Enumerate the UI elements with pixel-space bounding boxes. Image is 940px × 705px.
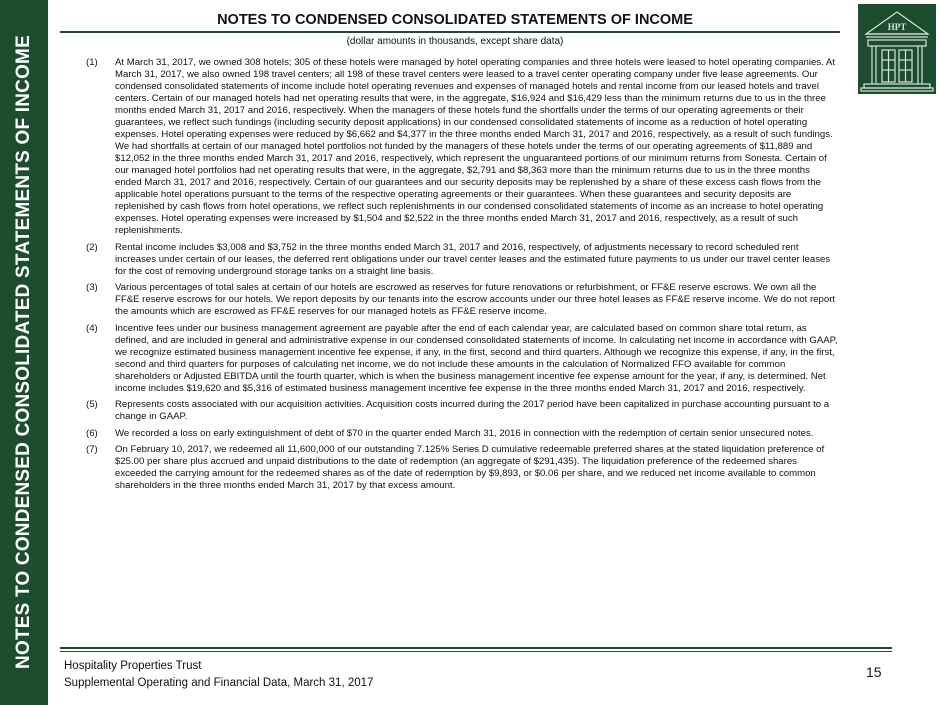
note-text: Rental income includes $3,008 and $3,752 in the three months ended March 31, 2017 and 2016, respectively, of adjustments necessary to record scheduled rent increases under certain of our leases, the deferred rent obligations under our travel center leases and the estimated future payments to us under our travel center leases for the cost of removing underground storage tanks on a straight line basis. [115,241,831,277]
footer-divider-thin [60,651,892,652]
side-banner [0,0,48,705]
note-number: (6) [86,427,98,439]
page-title: NOTES TO CONDENSED CONSOLIDATED STATEMENTS OF INCOME [217,12,693,28]
note-text: Various percentages of total sales at certain of our hotels are escrowed as reserves for future renovations or refurbishment, or FF&E reserve escrows. We own all the FF&E reserve escrows for our hotels. We report deposits by our tenants into the escrow accounts under our three hotel leases as FF&E reserve income. We do not report the amounts which are escrowed as FF&E reserves for our managed hotels as FF&E reserve income. [115,282,836,317]
title-divider [60,31,840,33]
note-text: We recorded a loss on early extinguishment of debt of $70 in the quarter ended March 31, 2016 in connection with the redemption of certain senior unsecured notes. [115,427,814,439]
note-number: (3) [86,282,98,293]
page-subtitle: (dollar amounts in thousands, except share data) [346,36,564,47]
note-text: On February 10, 2017, we redeemed all 11,600,000 of our outstanding 7.125% Series D cumulative redeemable preferred shares at the stated liquidation preference of $25.00 per share plus accrued and unpaid distributions to the date of redemption (an aggregate of $291,435). The liquidation preference of the redeemed shares exceeded the carrying amount for the redeemed shares as of the date of redemption by $9,893, or $0.06 per share, and we reduced net income available to common shareholders in the three months ended March 31, 2017 by that excess amount. [115,444,825,491]
note-text: Incentive fees under our business management agreement are payable after the end of each calendar year, are calculated based on common share total return, as defined, and are included in general and administrative expense in our condensed consolidated statements of income. In calculating net income in accordance with GAAP, we recognize estimated business management incentive fee expense, if any, in the first, second and third quarters. Although we recognize this expense, if any, in the first, second and third quarters for purposes of calculating net income, we do not include these amounts in the calculation of Normalized FFO available for common shareholders or Adjusted EBITDA until the fourth quarter, which is when the business management incentive fee expense amount for the year, if any, is determined. Net income includes $19,620 and $5,316 of estimated business management incentive fee expense in the three months ended March 31, 2017 and 2016, respectively. [115,322,838,394]
note-number: (7) [86,444,98,455]
note-number: (2) [86,241,98,253]
note-item [86,57,838,237]
building-facade-icon [858,4,936,94]
note-item [86,399,838,423]
logo-text: HPT [887,22,907,32]
note-item [86,282,838,318]
page-number: 15 [866,664,882,680]
note-item [86,428,838,440]
footer-company-name: Hospitality Properties Trust [64,660,202,672]
note-item [86,323,838,395]
footer-report-title: Supplemental Operating and Financial Data, March 31, 2017 [64,677,374,689]
side-banner-title: NOTES TO CONDENSED CONSOLIDATED STATEMENTS OF INCOME [13,35,34,669]
note-item [86,242,838,278]
footer-divider [60,647,892,649]
notes-list [86,57,838,497]
note-text: Represents costs associated with our acquisition activities. Acquisition costs incurred during the 2017 period have been capitalized in purchase accounting pursuant to a change in GAAP. [115,399,830,422]
note-number: (4) [86,322,98,334]
note-number: (1) [86,57,98,68]
note-item [86,444,838,492]
note-text: At March 31, 2017, we owned 308 hotels; 305 of these hotels were managed by hotel operating companies and three hotels were leased to hotel operating companies. At March 31, 2017, we also owned 198 travel centers; all 198 of these travel centers were leased to a travel center operating company under five lease agreements. Our condensed consolidated statements of income include hotel operating revenues and expenses of managed hotels and rental income from our leased hotels and travel centers. Certain of our managed hotels had net operating results that were, in the aggregate, $16,924 and $16,429 less than the minimum returns due to us in the three months ended March 31, 2017 and 2016, respectively. When the managers of these hotels fund the shortfalls under the terms of our operating agreements or their guarantees, we reflect such fundings (including security deposit applications) in our condensed consolidated statements of income as a reduction of hotel operating expenses. Hotel operating expenses were reduced by $6,662 and $4,377 in the three months ended March 31, 2017 and 2016, respectively, as a result of such fundings. We had shortfalls at certain of our managed hotel portfolios not funded by the managers of these hotels under the terms of our operating agreements of $11,889 and $12,052 in the three months ended March 31, 2017 and 2016, respectively, which represent the unguaranteed portions of our minimum returns from Sonesta. Certain of our managed hotel portfolios had net operating results that were, in the aggregate, $2,791 and $8,363 more than the minimum returns due to us in the three months ended March 31, 2017 and 2016, respectively. Certain of our guarantees and our security deposits may be replenished by a share of these excess cash flows from the applicable hotel operations pursuant to the terms of the respective operating agreements or their guarantees. When these guarantees and security deposits are replenished by cash flows from hotel operations, we reflect such replenishments in our condensed consolidated statements of income as an increase to hotel operating expenses. Hotel operating expenses were increased by $1,504 and $2,522 in the three months ended March 31, 2017 and 2016, respectively, as a result of such replenishments. [115,57,835,236]
company-logo [858,4,936,94]
note-number: (5) [86,399,98,410]
